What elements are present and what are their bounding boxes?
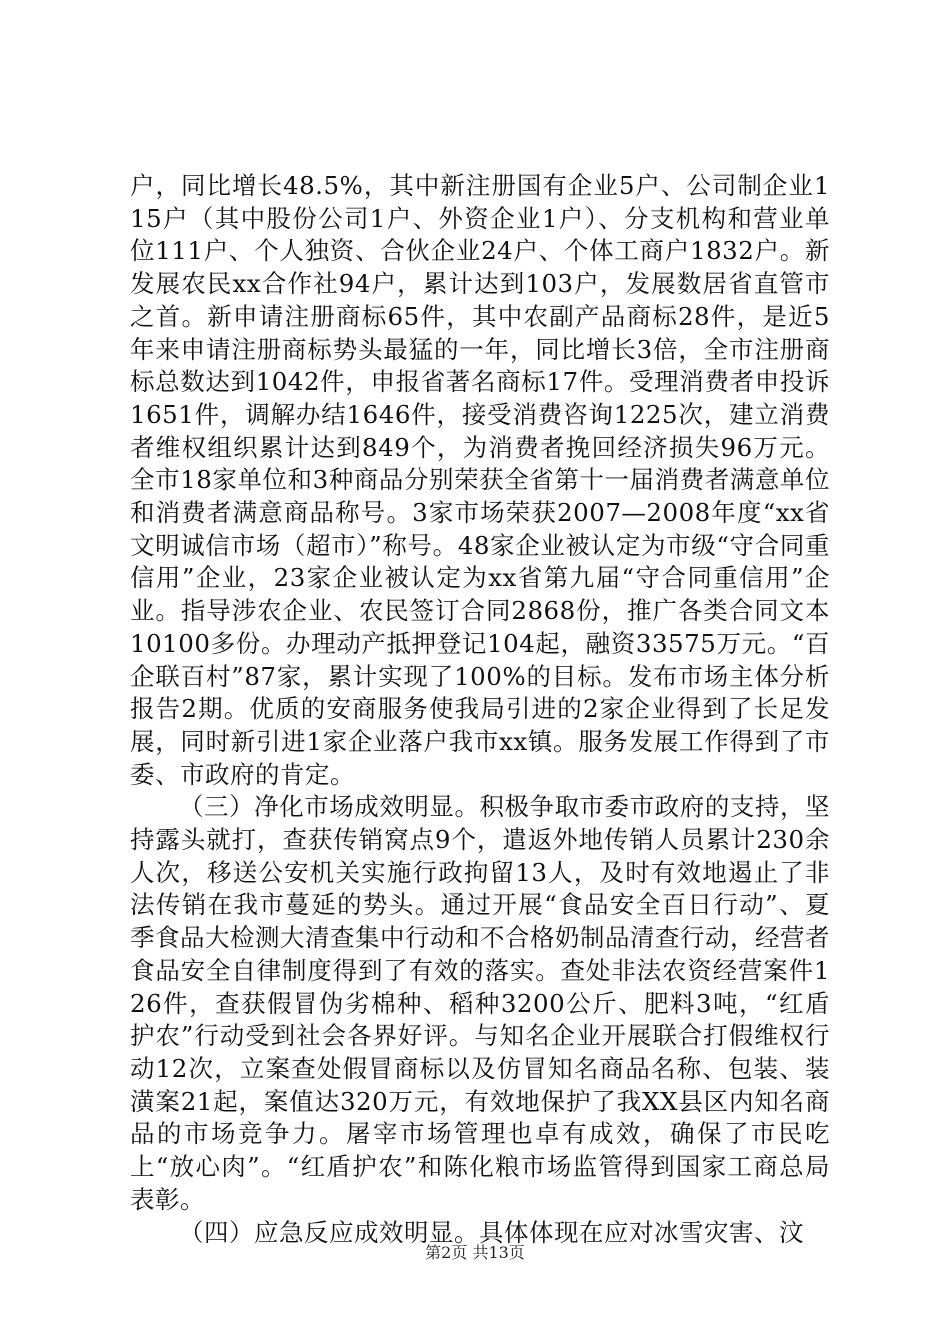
page-number-footer: 第2页 共13页 — [425, 1243, 525, 1262]
paragraph-market-regulation: （三）净化市场成效明显。积极争取市委市政府的支持，坚持露头就打，查获传销窝点9个，遣返外地传销人员累计230余人次，移送公安机关实施行政拘留13人，及时有效地遏止了非法传销在我市蔓延的势头。通过开展“食品安全百日行动”、夏季食品大检测大清查集中行动和不合格奶制品清查行动，经营者食品安全自律制度得到了有效的落实。查处非法农资经营案件126件，查获假冒伪劣棉种、稻种3200公斤、肥料3吨，“红盾护农”行动受到社会各界好评。与知名企业开展联合打假维权行动12次，立案查处假冒商标以及仿冒知名商品名称、包装、装潢案21起，案值达320万元，有效地保护了我XX县区内知名商品的市场竞争力。屠宰市场管理也卓有成效，确保了市民吃上“放心肉”。“红盾护农”和陈化粮市场监管得到国家工商总局表彰。 — [130, 792, 830, 1214]
paragraph-market-entities: 户，同比增长48.5%，其中新注册国有企业5户、公司制企业115户（其中股份公司1户、外资企业1户）、分支机构和营业单位111户、个人独资、合伙企业24户、个体工商户1832户。新发展农民xx合作社94户，累计达到103户，发展数居省直管市之首。新申请注册商标65件，其中农副产品商标28件，是近5年来申请注册商标势头最猛的一年，同比增长3倍，全市注册商标总数达到1042件，申报省著名商标17件。受理消费者申投诉1651件，调解办结1646件，接受消费咨询1225次，建立消费者维权组织累计达到849个，为消费者挽回经济损失96万元。全市18家单位和3种商品分别荣获全省第十一届消费者满意单位和消费者满意商品称号。3家市场荣获2007—2008年度“xx省文明诚信市场（超市）”称号。48家企业被认定为市级“守合同重信用”企业，23家企业被认定为xx省第九届“守合同重信用”企业。指导涉农企业、农民签订合同2868份，推广各类合同文本10100多份。办理动产抵押登记104起，融资33575万元。“百企联百村”87家，累计实现了100%的目标。发布市场主体分析报告2期。优质的安商服务使我局引进的2家企业得到了长足发展，同时新引进1家企业落户我市xx镇。服务发展工作得到了市委、市政府的肯定。 — [130, 171, 830, 789]
paragraph-emergency-response: （四）应急反应成效明显。具体体现在应对冰雪灾害、汶 — [179, 1217, 804, 1247]
document-body — [130, 170, 830, 1249]
